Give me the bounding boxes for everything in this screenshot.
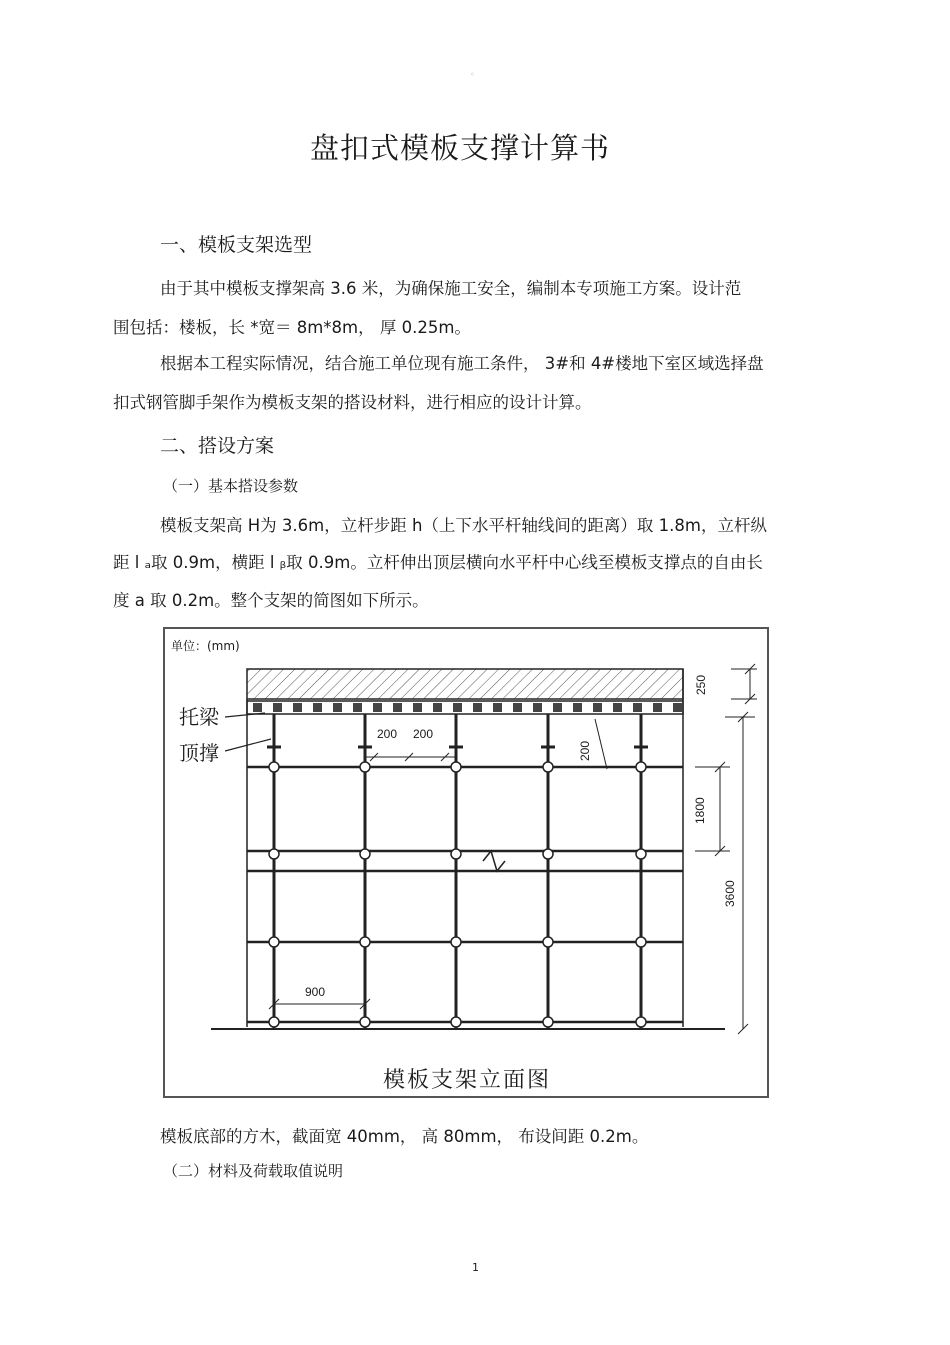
dim-label-250: 250	[694, 674, 708, 695]
section2-heading: 二、搭设方案	[160, 435, 275, 457]
dingcheng-leader	[225, 739, 271, 751]
dim-label-200-c: 200	[578, 740, 592, 761]
dim-label-1800: 1800	[693, 797, 707, 824]
dimension-900	[269, 999, 370, 1009]
horizontal-ledgers	[247, 767, 683, 1022]
dimension-lines-right	[695, 664, 757, 1034]
section1-paragraph1-line1: 由于其中模板支撑架高 3.6 米，为确保施工安全，编制本专项施工方案。设计范	[160, 279, 742, 298]
section2-paragraph3-line1: 模板支架高 H为 3.6m，立杆步距 h（上下水平杆轴线间的距离）取 1.8m，立杆纵	[160, 516, 767, 535]
tuojia-leader	[225, 713, 265, 717]
dim-label-200-b: 200	[413, 727, 434, 741]
concrete-slab	[247, 669, 683, 699]
section2-paragraph4: 模板底部的方木，截面宽 40mm， 高 80mm， 布设间距 0.2m。	[160, 1127, 649, 1146]
document-title: 盘扣式模板支撑计算书	[309, 131, 610, 165]
dimension-200-vertical	[595, 719, 607, 769]
section1-heading: 一、模板支架选型	[160, 234, 313, 256]
header-dot: ◦	[470, 70, 475, 79]
section1-paragraph2-line2: 扣式钢管脚手架作为模板支架的搭设材料，进行相应的设计计算。	[113, 393, 592, 412]
dim-label-3600: 3600	[723, 880, 737, 907]
section1-paragraph1-line2: 围包括：楼板，长 *宽＝ 8m*8m， 厚 0.25m。	[113, 318, 471, 337]
dimension-200-200	[365, 753, 456, 761]
dim-label-900: 900	[305, 985, 326, 999]
section1-paragraph2-line1: 根据本工程实际情况，结合施工单位现有施工条件， 3#和 4#楼地下室区域选择盘	[160, 354, 764, 373]
section2-paragraph3-line3: 度 a 取 0.2m。整个支架的简图如下所示。	[113, 591, 429, 610]
section2-paragraph3-line2: 距 l ₐ取 0.9m，横距 l ᵦ取 0.9m。立杆伸出顶层横向水平杆中心线至模板支撑点的自由长	[113, 553, 763, 572]
support-frame-drawing	[165, 629, 771, 1100]
section2-sub1-heading: （一）基本搭设参数	[163, 477, 299, 495]
figure-caption: 模板支架立面图	[383, 1068, 552, 1093]
break-symbol	[483, 851, 505, 871]
label-dingcheng: 顶撑	[179, 741, 219, 765]
label-tuojia: 托梁	[179, 705, 219, 729]
page-number: 1	[472, 1261, 479, 1274]
figure-unit-label: 单位：(mm)	[171, 639, 240, 653]
dim-label-200-a: 200	[377, 727, 398, 741]
section2-sub2-heading: （二）材料及荷载取值说明	[163, 1162, 344, 1180]
support-frame-elevation-figure	[163, 627, 769, 1098]
